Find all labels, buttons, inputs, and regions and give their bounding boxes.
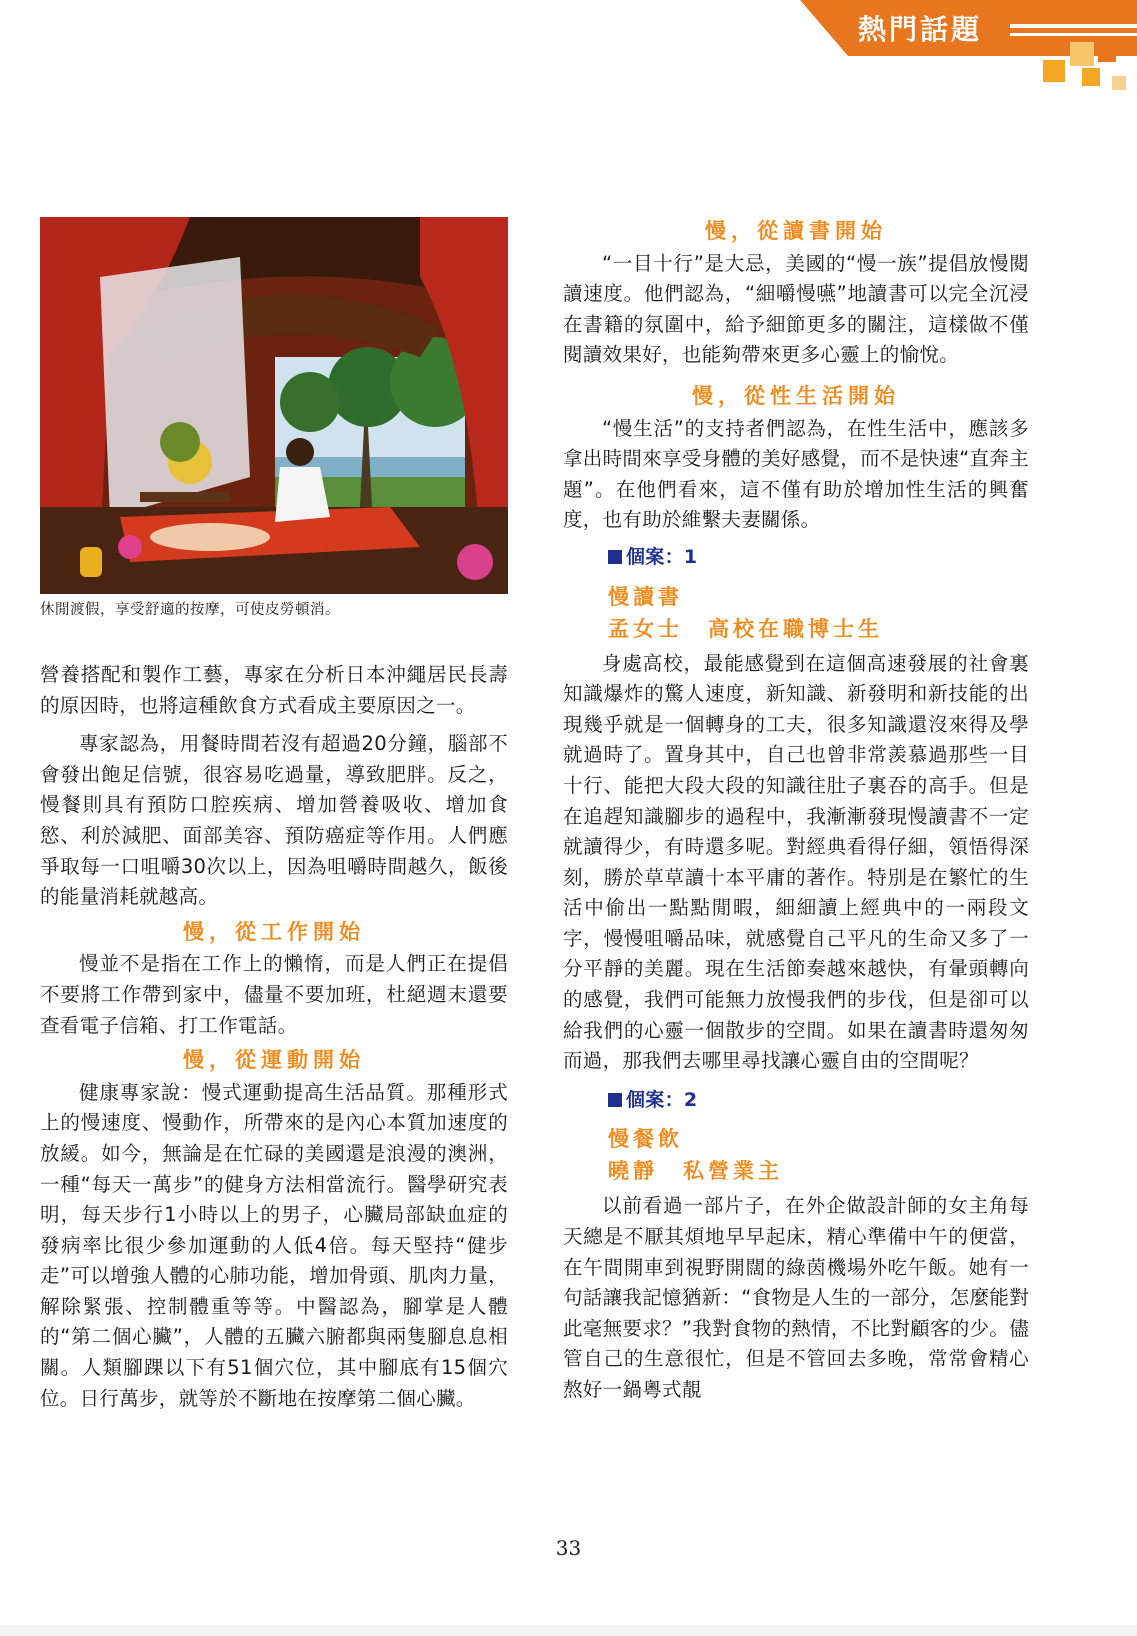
decor-square bbox=[1070, 42, 1094, 66]
paragraph: “一目十行”是大忌，美國的“慢一族”提倡放慢閱讀速度。他們認為，“細嚼慢嚥”地讀書可以完全沉浸在書籍的氛圍中，給予細節更多的關注，這樣做不僅閱讀效果好，也能夠帶來更多心靈上的愉悅。 bbox=[563, 251, 1029, 367]
right-column bbox=[563, 212, 1029, 1406]
case-person-1: 孟女士 高校在職博士生 bbox=[608, 615, 883, 641]
paragraph: 健康專家說：慢式運動提高生活品質。那種形式上的慢速度、慢動作，所帶來的是內心本質加速度的放緩。如今，無論是在忙碌的美國還是浪漫的澳洲，一種“每天一萬步”的健身方法相當流行。醫學研究表明，每天步行1小時以上的男子，心臟局部缺血症的發病率比很少參加運動的人低4倍。每天堅持“健步走”可以增強人體的心肺功能，增加骨頭、肌肉力量，解除緊張、控制體重等等。中醫認為，腳掌是人體的“第二個心臟”，人體的五臟六腑都與兩隻腳息息相關。人類腳踝以下有51個穴位，其中腳底有15個穴位。日行萬步，就等於不斷地在按摩第二個心臟。 bbox=[40, 1080, 508, 1410]
decor-square bbox=[1112, 76, 1126, 90]
decor-square bbox=[1043, 60, 1065, 82]
paragraph: “慢生活”的支持者們認為，在性生活中，應該多拿出時間來享受身體的美好感覺，而不是快速“直奔主題”。在他們看來，這不僅有助於增加性生活的興奮度，也有助於維繫夫妻關係。 bbox=[563, 416, 1029, 532]
decor-square bbox=[1098, 44, 1116, 62]
paragraph: 營養搭配和製作工藝，專家在分析日本沖繩居民長壽的原因時，也將這種飲食方式看成主要原因之一。 bbox=[40, 663, 508, 717]
photo-caption: 休閒渡假，享受舒適的按摩，可使皮勞頓消。 bbox=[40, 602, 340, 618]
section-heading-reading: 慢，從讀書開始 bbox=[705, 218, 887, 243]
section-heading-sport: 慢，從運動開始 bbox=[183, 1047, 365, 1073]
paragraph: 身處高校，最能感覺到在這個高速發展的社會裏知識爆炸的驚人速度，新知識、新發明和新技能的出現幾乎就是一個轉身的工夫，很多知識還沒來得及學就過時了。置身其中，自己也曾非常羨慕過那些一目十行、能把大段大段的知識往肚子裏吞的高手。但是在追趕知識腳步的過程中，我漸漸發現慢讀書不一定就讀得少，有時還多呢。對經典看得仔細，領悟得深刻，勝於草草讀十本平庸的著作。特別是在繁忙的生活中偷出一點點閒暇，細細讀上經典中的一兩段文字，慢慢咀嚼品味，就感覺自己平凡的生命又多了一分平靜的美麗。現在生活節奏越來越快，有暈頭轉向的感覺，我們可能無力放慢我們的步伐，但是卻可以給我們的心靈一個散步的空間。如果在讀書時還匆匆而過，那我們去哪里尋找讓心靈自由的空間呢？ bbox=[563, 651, 1029, 1073]
case-person-2: 曉靜 私營業主 bbox=[608, 1158, 783, 1184]
paragraph: 專家認為，用餐時間若沒有超過20分鐘，腦部不會發出飽足信號，很容易吃過量，導致肥胖。反之，慢餐則具有預防口腔疾病、增加營養吸收、增加食慾、利於減肥、面部美容、預防癌症等作用。人們應爭取每一口咀嚼30次以上，因為咀嚼時間越久，飯後的能量消耗就越高。 bbox=[40, 732, 508, 909]
case-label-2: 個案：2 bbox=[608, 1085, 1029, 1116]
page-edge bbox=[0, 1625, 1137, 1636]
paragraph: 慢並不是指在工作上的懶惰，而是人們正在提倡不要將工作帶到家中，儘量不要加班，杜絕週末還要查看電子信箱、打工作電話。 bbox=[40, 952, 508, 1037]
section-heading-sex-life: 慢，從性生活開始 bbox=[692, 382, 900, 408]
paragraph: 以前看過一部片子，在外企做設計師的女主角每天總是不厭其煩地早早起床，精心準備中午的便當，在午間開車到視野開闊的綠茵機場外吃午飯。她有一句話讓我記憶猶新：“食物是人生的一部分，怎麼能對此毫無要求？”我對食物的熱情，不比對顧客的少。儘管自己的生意很忙，但是不管回去多晚，常常會精心熬好一鍋粵式靚 bbox=[563, 1194, 1029, 1401]
section-heading-work: 慢，從工作開始 bbox=[183, 918, 365, 944]
case-label-1: 個案：1 bbox=[608, 542, 1029, 573]
page-number: 33 bbox=[555, 1536, 582, 1560]
massage-photo bbox=[40, 217, 508, 594]
case-title-1: 慢讀書 bbox=[608, 583, 683, 609]
left-column bbox=[40, 660, 508, 1414]
case-title-2: 慢餐飲 bbox=[608, 1126, 683, 1152]
decor-square bbox=[1082, 68, 1100, 86]
section-title: 熱門話題 bbox=[858, 13, 983, 46]
